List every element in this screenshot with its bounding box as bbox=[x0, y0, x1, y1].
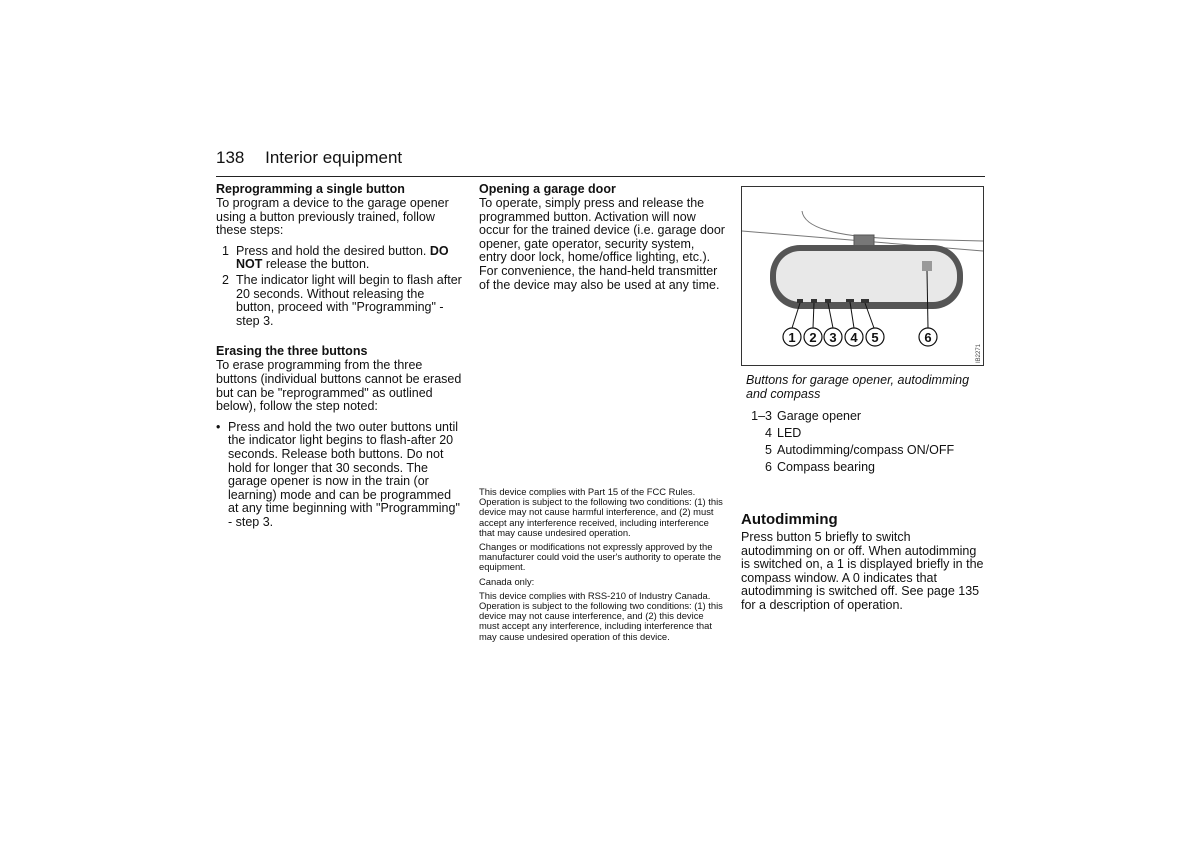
step-emphasis: DO NOT bbox=[236, 243, 449, 272]
legend-row bbox=[746, 459, 984, 476]
legend-key: 4 bbox=[765, 426, 772, 440]
legend-key: 6 bbox=[765, 460, 772, 474]
step-item bbox=[216, 274, 462, 328]
industry-canada-statement: This device complies with RSS-210 of Industry Canada. Operation is subject to the following two conditions: (1) this device may not cause interference, and (2) this device must accept any interference, including interference that may cause undesired operation of this device. bbox=[479, 589, 723, 642]
step-number: 2 bbox=[222, 272, 229, 287]
callout-4: 4 bbox=[850, 330, 858, 345]
legend-label: LED bbox=[777, 426, 802, 440]
bullet-item: • Press and hold the two outer buttons until the indicator light begins to flash-after 20 seconds. Release both buttons. Do not hold for longer that 30 seconds. The garage opener is now in the train (or learning) mode and can be programmed at any time beginning with "Programming" - step 3. bbox=[216, 421, 462, 530]
mirror-drawing bbox=[742, 187, 983, 365]
autodimming-body: Press button 5 briefly to switch autodimming on or off. When autodimming is switched on, a 1 is displayed briefly in the compass window. A 0 indicates that autodimming is switched off. See page 135 for a description of operation. bbox=[741, 530, 984, 612]
reprogramming-intro: To program a device to the garage opener using a button previously trained, follow these steps: bbox=[216, 196, 449, 238]
step-text: The indicator light will begin to flash after 20 seconds. Without releasing the button, proceed with "Programming" - step 3. bbox=[236, 272, 462, 328]
legend-key: 1–3 bbox=[751, 409, 772, 423]
figure-caption: Buttons for garage opener, autodimming and compass bbox=[746, 373, 970, 401]
callout-5: 5 bbox=[871, 330, 879, 345]
column-left bbox=[216, 182, 462, 529]
legend-row bbox=[746, 425, 984, 442]
header-rule bbox=[216, 176, 985, 177]
reprogramming-steps bbox=[216, 245, 462, 329]
step-number: 1 bbox=[222, 243, 229, 258]
autodimming-heading: Autodimming bbox=[741, 511, 838, 528]
callout-6: 6 bbox=[924, 330, 932, 345]
regulatory-notice bbox=[479, 487, 723, 646]
opening-body: To operate, simply press and release the programmed button. Activation will now occur for the trained device (i.e. garage door opener, gate operator, security system, entry door lock, home/office lighting, etc.). For convenience, the hand-held transmitter of the device may also be used at any time. bbox=[479, 196, 725, 292]
legend-label: Compass bearing bbox=[777, 460, 875, 474]
erasing-heading: Erasing the three buttons bbox=[216, 344, 368, 359]
callout-1: 1 bbox=[788, 330, 796, 345]
page-header bbox=[216, 148, 402, 168]
modification-warning: Changes or modifications not expressly approved by the manufacturer could void the user's authority to operate the equipment. bbox=[479, 541, 722, 573]
legend-label: Garage opener bbox=[777, 409, 862, 423]
step-text: Press and hold the desired button. bbox=[236, 243, 430, 258]
fcc-statement: This device complies with Part 15 of the FCC Rules. Operation is subject to the following two conditions: (1) this device may not cause harmful interference, and (2) must accept any interference received, including interference that may cause undesired operation. bbox=[479, 486, 723, 538]
callout-3: 3 bbox=[829, 330, 837, 345]
opening-heading: Opening a garage door bbox=[479, 182, 616, 196]
step-text: release the button. bbox=[262, 257, 370, 272]
figure-legend bbox=[746, 408, 984, 476]
canada-label: Canada only: bbox=[479, 575, 535, 587]
erasing-steps bbox=[216, 421, 462, 530]
page-number: 138 bbox=[216, 148, 245, 167]
erasing-intro: To erase programming from the three buttons (individual buttons cannot be erased but can be "reprogrammed" as outlined below), follow the step noted: bbox=[216, 358, 462, 414]
column-middle bbox=[479, 182, 725, 292]
mirror-illustration bbox=[741, 186, 984, 366]
image-code: IB2271 bbox=[976, 343, 982, 363]
legend-key: 5 bbox=[765, 443, 772, 457]
legend-row bbox=[746, 442, 984, 459]
legend-row bbox=[746, 408, 984, 425]
legend-label: Autodimming/compass ON/OFF bbox=[777, 443, 955, 457]
section-title: Interior equipment bbox=[265, 148, 403, 167]
callout-2: 2 bbox=[809, 330, 817, 345]
reprogramming-heading: Reprogramming a single button bbox=[216, 182, 405, 196]
step-item bbox=[216, 245, 462, 272]
